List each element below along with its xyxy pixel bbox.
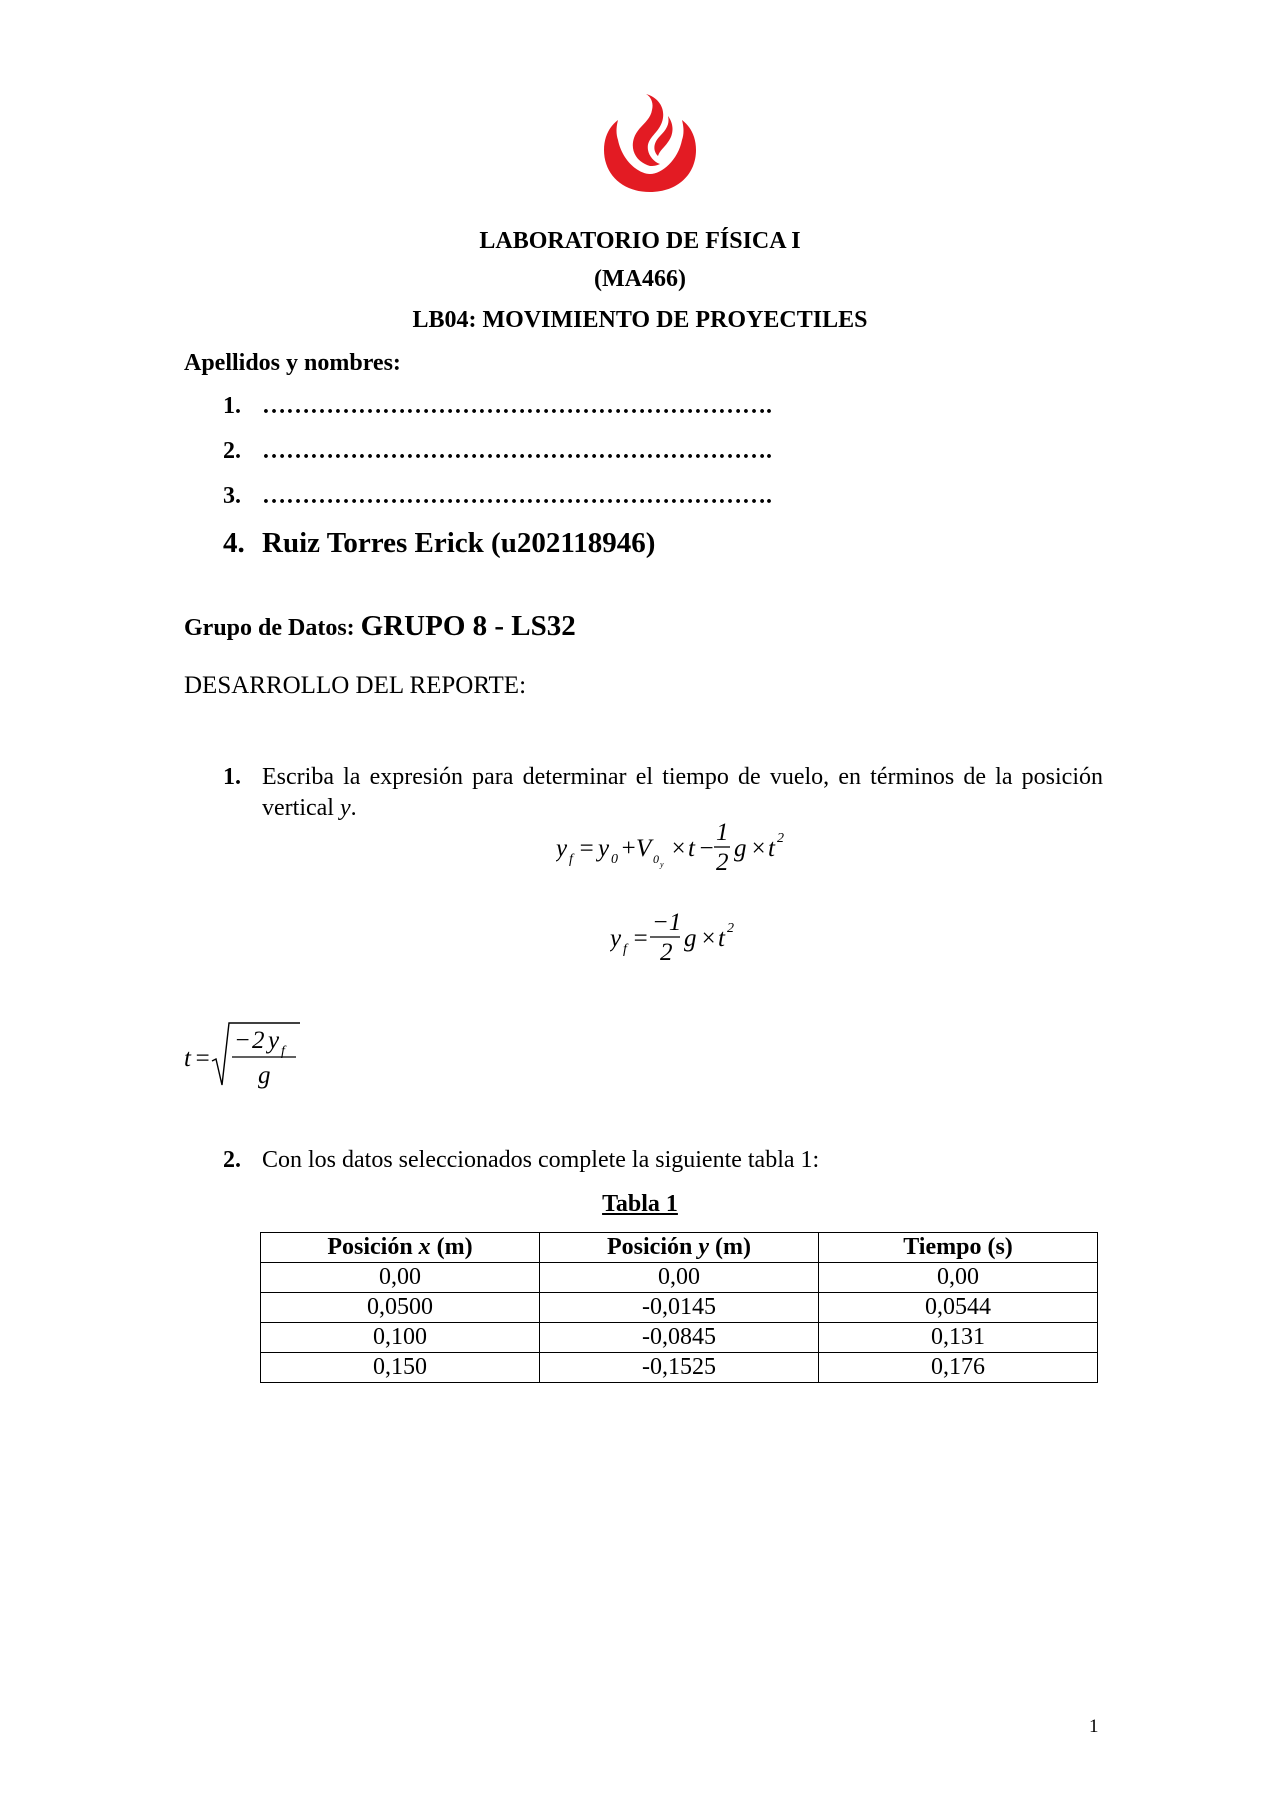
svg-text:0: 0	[653, 852, 659, 866]
svg-text:t: t	[768, 835, 775, 862]
cell-x: 0,0500	[261, 1293, 540, 1323]
svg-text:+: +	[620, 835, 637, 862]
data-table	[260, 1232, 1098, 1383]
svg-text:−: −	[698, 835, 715, 862]
name-text: ……………………………………………………….	[262, 483, 772, 509]
data-group	[184, 610, 576, 643]
svg-text:0: 0	[611, 852, 618, 867]
svg-text:−1: −1	[652, 912, 682, 936]
header-time: Tiempo (s)	[819, 1233, 1098, 1263]
name-number: 1.	[223, 393, 241, 419]
svg-text:t: t	[184, 1045, 191, 1072]
cell-y: -0,0845	[540, 1323, 819, 1353]
table-row	[261, 1323, 1098, 1353]
question-number: 2.	[223, 1147, 241, 1173]
svg-text:y: y	[610, 925, 622, 952]
svg-text:g: g	[734, 835, 747, 862]
svg-text:V: V	[636, 835, 652, 862]
svg-text:2: 2	[716, 849, 729, 876]
section-title: DESARROLLO DEL REPORTE:	[184, 672, 527, 699]
header-position-y: Posición y (m)	[540, 1233, 819, 1263]
svg-text:y: y	[268, 1027, 280, 1054]
question-text-a: Escriba la expresión para determinar el tiempo de vuelo, en términos de la posición vertical	[262, 764, 1103, 821]
name-text: ……………………………………………………….	[262, 393, 772, 419]
svg-text:=: =	[194, 1045, 211, 1072]
svg-text:f: f	[281, 1044, 285, 1059]
table-row	[261, 1353, 1098, 1383]
cell-t: 0,0544	[819, 1293, 1098, 1323]
svg-text:2: 2	[660, 939, 673, 966]
page-number: 1	[1089, 1716, 1099, 1737]
name-number: 3.	[223, 483, 241, 509]
svg-text:×: ×	[700, 925, 717, 952]
question-number: 1.	[223, 764, 241, 790]
question-2	[223, 1147, 819, 1174]
svg-text:y: y	[598, 835, 610, 862]
university-logo	[600, 94, 700, 194]
name-line-3	[223, 483, 772, 510]
svg-text:=: =	[578, 835, 595, 862]
table-row	[261, 1263, 1098, 1293]
cell-x: 0,150	[261, 1353, 540, 1383]
svg-text:t: t	[688, 835, 695, 862]
cell-y: -0,1525	[540, 1353, 819, 1383]
svg-text:g: g	[684, 925, 697, 952]
question-1	[223, 762, 1103, 824]
svg-text:2: 2	[777, 831, 784, 846]
header-position-x: Posición x (m)	[261, 1233, 540, 1263]
table-header-row	[261, 1233, 1098, 1263]
cell-t: 0,131	[819, 1323, 1098, 1353]
lab-title: LABORATORIO DE FÍSICA I	[479, 228, 801, 254]
question-text: Con los datos seleccionados complete la siguiente tabla 1:	[262, 1147, 820, 1173]
svg-text:t: t	[718, 925, 725, 952]
svg-text:1: 1	[716, 820, 729, 846]
svg-text:f: f	[623, 942, 627, 957]
name-line-4	[223, 527, 655, 560]
svg-text:×: ×	[750, 835, 767, 862]
cell-y: 0,00	[540, 1263, 819, 1293]
equation-2	[610, 912, 760, 972]
cell-t: 0,176	[819, 1353, 1098, 1383]
names-label: Apellidos y nombres:	[184, 350, 401, 376]
svg-text:g: g	[258, 1062, 271, 1089]
name-text: Ruiz Torres Erick (u202118946)	[262, 527, 656, 559]
question-variable: y	[339, 795, 351, 821]
cell-t: 0,00	[819, 1263, 1098, 1293]
svg-text:×: ×	[670, 835, 687, 862]
svg-text:2: 2	[727, 921, 734, 936]
question-text-b: .	[350, 795, 357, 821]
question-text	[262, 762, 1103, 824]
svg-text:f: f	[569, 852, 573, 867]
name-line-1	[223, 393, 772, 420]
name-number: 4.	[223, 527, 245, 559]
name-text: ……………………………………………………….	[262, 438, 772, 464]
equation-1	[556, 820, 816, 880]
svg-text:y: y	[556, 835, 568, 862]
svg-text:−: −	[234, 1027, 251, 1054]
name-number: 2.	[223, 438, 241, 464]
cell-x: 0,00	[261, 1263, 540, 1293]
cell-x: 0,100	[261, 1323, 540, 1353]
group-value: GRUPO 8 - LS32	[360, 610, 576, 642]
group-label: Grupo de Datos:	[184, 615, 355, 641]
cell-y: -0,0145	[540, 1293, 819, 1323]
table-caption: Tabla 1	[602, 1191, 678, 1217]
table-row	[261, 1293, 1098, 1323]
svg-text:y: y	[660, 860, 664, 869]
equation-3	[182, 1015, 302, 1095]
course-code: (MA466)	[594, 266, 686, 292]
name-line-2	[223, 438, 772, 465]
svg-text:2: 2	[252, 1027, 265, 1054]
lab-subtitle: LB04: MOVIMIENTO DE PROYECTILES	[412, 307, 868, 333]
svg-text:=: =	[632, 925, 649, 952]
